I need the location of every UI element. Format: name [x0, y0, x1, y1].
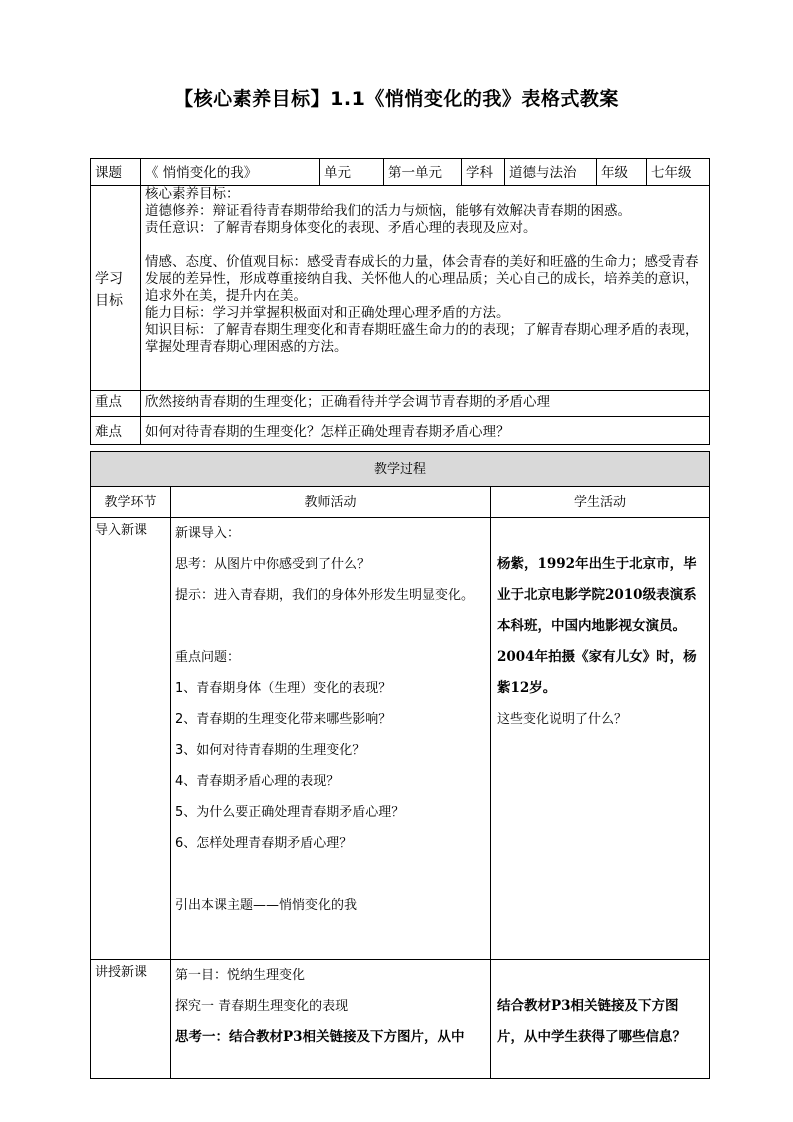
- lecture-student-line: 片，从中学生获得了哪些信息？: [497, 1029, 686, 1045]
- unit-label: 单元: [320, 159, 384, 186]
- grade-value: 七年级: [647, 159, 710, 186]
- goals-line: [145, 237, 705, 254]
- goals-line: 核心素养目标：: [145, 186, 240, 202]
- grade-label: 年级: [597, 159, 647, 186]
- keypoint-value: 欣然接纳青春期的生理变化；正确看待并学会调节青春期的矛盾心理: [141, 391, 710, 417]
- col-teacher-header: 教师活动: [171, 487, 491, 518]
- col-student-header: 学生活动: [491, 487, 710, 518]
- topic-label: 课题: [91, 159, 141, 186]
- teaching-process-table: [90, 451, 710, 1079]
- lecture-student-activity: [491, 960, 710, 1079]
- intro-teacher-line: 思考：从图片中你感受到了什么？: [175, 557, 371, 572]
- goals-label: 学习目标: [91, 186, 141, 391]
- intro-teacher-activity: [171, 518, 491, 960]
- lecture-teacher-activity: [171, 960, 491, 1079]
- intro-teacher-line: 5、为什么要正确处理青春期矛盾心理？: [175, 805, 405, 820]
- intro-teacher-line: 3、如何对待青春期的生理变化？: [175, 743, 366, 758]
- lecture-stage: 讲授新课: [91, 960, 171, 1079]
- student-bio-line: 紫12岁。: [497, 680, 557, 696]
- intro-teacher-line: [175, 611, 490, 642]
- lecture-teacher-line: 探究一 青春期生理变化的表现: [175, 999, 349, 1014]
- goals-content: [141, 186, 710, 391]
- intro-teacher-line: 重点问题：: [175, 650, 241, 665]
- goals-line: 责任意识：了解青春期身体变化的表现、矛盾心理的表现及应对。: [145, 220, 537, 236]
- intro-teacher-line: 引出本课主题——悄悄变化的我: [175, 898, 358, 913]
- col-stage-header: 教学环节: [91, 487, 171, 518]
- intro-student-activity: [491, 518, 710, 960]
- document-title: 【核心素养目标】1.1《悄悄变化的我》表格式教案: [174, 88, 619, 110]
- goals-line: 能力目标：学习并掌握积极面对和正确处理心理矛盾的方法。: [145, 305, 510, 321]
- unit-value: 第一单元: [384, 159, 462, 186]
- intro-teacher-line: 2、青春期的生理变化带来哪些影响？: [175, 712, 392, 727]
- subject-value: 道德与法治: [505, 159, 597, 186]
- goals-line: 知识目标：了解青春期生理变化和青春期旺盛生命力的的表现；了解青春期心理矛盾的表现，掌握处理青春期心理困惑的方法。: [145, 322, 699, 355]
- intro-teacher-line: 1、青春期身体（生理）变化的表现？: [175, 681, 392, 696]
- student-bio-line: 杨紫，1992年出生于北京市，毕: [497, 556, 697, 572]
- subject-label: 学科: [462, 159, 505, 186]
- student-bio-line: 本科班，中国内地影视女演员。: [497, 618, 686, 634]
- intro-teacher-line: 4、青春期矛盾心理的表现？: [175, 774, 340, 789]
- lecture-student-line: 结合教材P3相关链接及下方图: [497, 998, 679, 1014]
- intro-stage: 导入新课: [91, 518, 171, 960]
- difficulty-value: 如何对待青春期的生理变化？怎样正确处理青春期矛盾心理？: [141, 417, 710, 445]
- student-question: 这些变化说明了什么？: [497, 712, 628, 727]
- topic-value: 《 悄悄变化的我》: [141, 159, 320, 186]
- goals-line: 道德修养：辩证看待青春期带给我们的活力与烦恼，能够有效解决青春期的困惑。: [145, 203, 631, 219]
- keypoint-label: 重点: [91, 391, 141, 417]
- intro-teacher-line: 新课导入：: [175, 526, 241, 541]
- process-header: 教学过程: [91, 452, 710, 487]
- student-bio-line: 业于北京电影学院2010级表演系: [497, 587, 697, 603]
- student-bio-line: 2004年拍摄《家有儿女》时，杨: [497, 649, 697, 665]
- difficulty-label: 难点: [91, 417, 141, 445]
- intro-teacher-line: 提示：进入青春期，我们的身体外形发生明显变化。: [175, 588, 475, 603]
- goals-line: 情感、态度、价值观目标：感受青春成长的力量，体会青春的美好和旺盛的生命力；感受青春发展的差异性，形成尊重接纳自我、关怀他人的心理品质；关心自己的成长，培养美的意识，追求外在美，提升内在美。: [145, 254, 699, 304]
- lesson-info-table: [90, 158, 710, 445]
- intro-teacher-line: 6、怎样处理青春期矛盾心理？: [175, 836, 353, 851]
- intro-teacher-line: [175, 859, 490, 890]
- lecture-teacher-question: 思考一：结合教材P3相关链接及下方图片，从中: [175, 1029, 465, 1045]
- lecture-teacher-line: 第一目：悦纳生理变化: [175, 968, 306, 983]
